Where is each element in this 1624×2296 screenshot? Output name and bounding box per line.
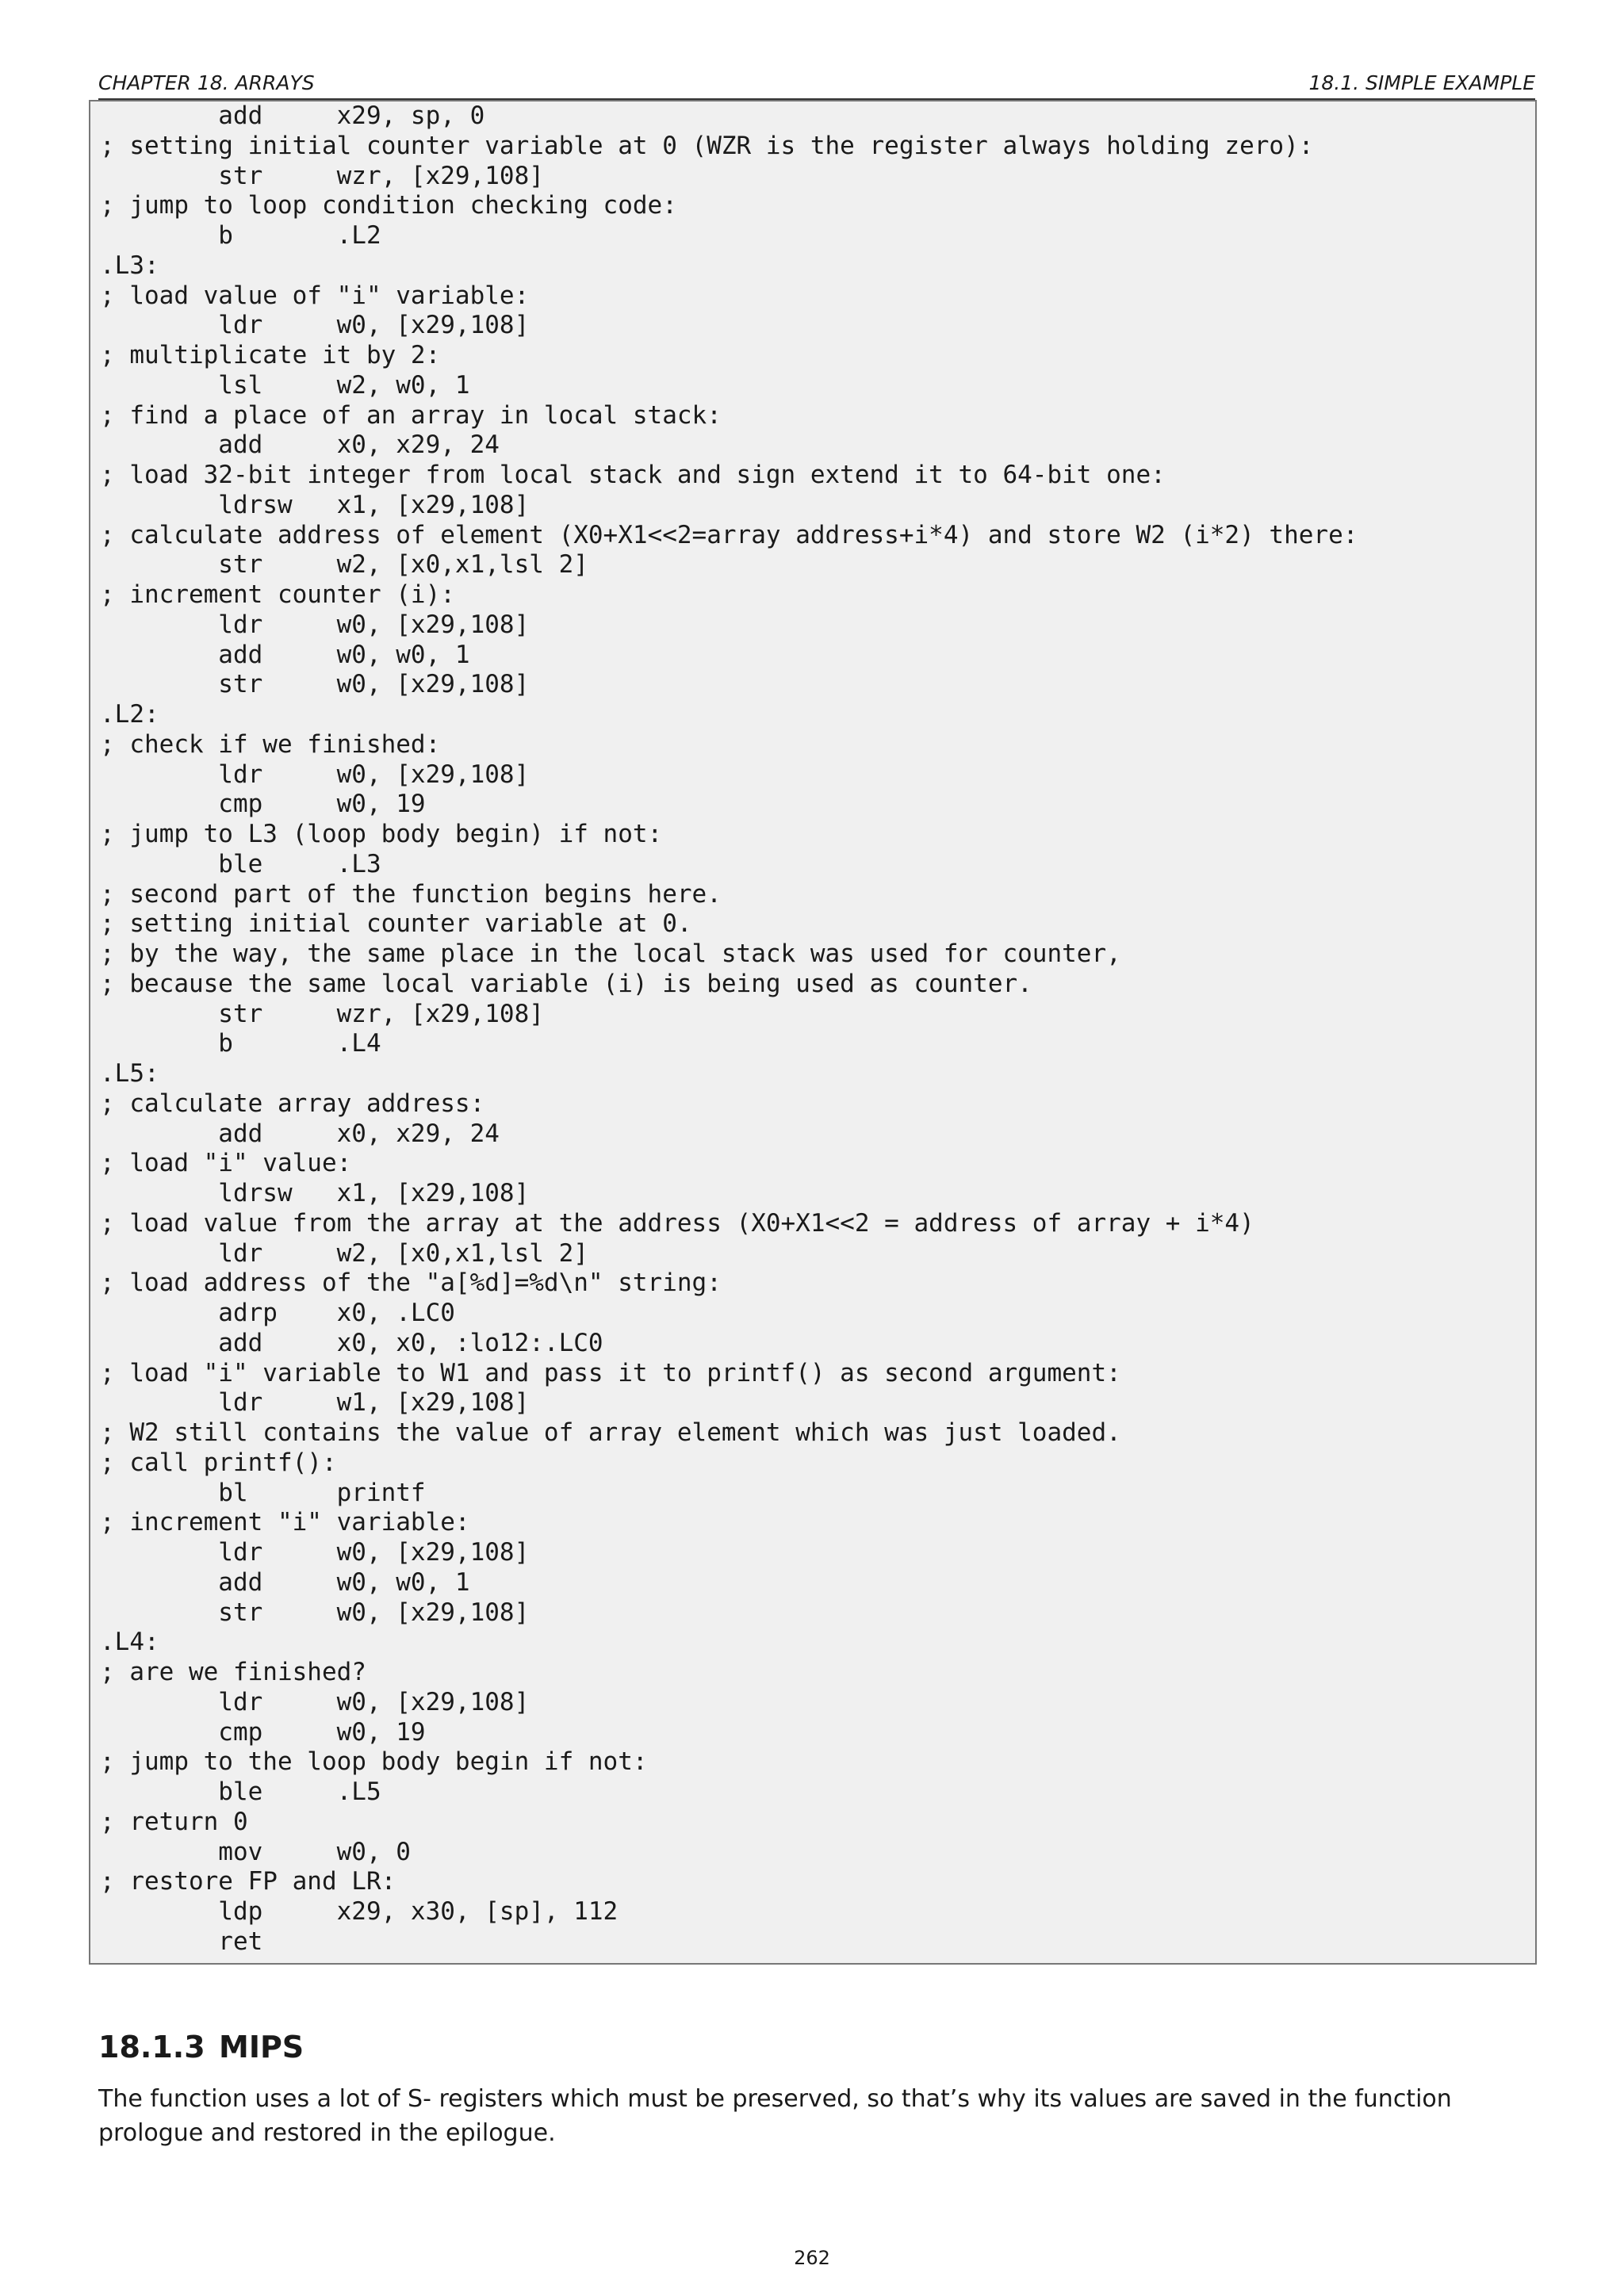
code-line: ; because the same local variable (i) is being used as counter.	[100, 969, 1032, 998]
code-line: add w0, w0, 1	[100, 640, 470, 669]
code-line: ; load 32-bit integer from local stack and sign extend it to 64-bit one:	[100, 461, 1166, 489]
code-line: ; load value of "i" variable:	[100, 281, 530, 310]
code-line: ; load value from the array at the address (X0+X1<<2 = address of array + i*4)	[100, 1208, 1254, 1238]
code-line: b .L4	[100, 1029, 381, 1058]
code-line: ble .L3	[100, 849, 381, 878]
code-line: ; multiplicate it by 2:	[100, 341, 441, 369]
code-line: ; by the way, the same place in the local stack was used for counter,	[100, 939, 1121, 968]
code-line: ; load "i" value:	[100, 1149, 352, 1178]
code-line: str wzr, [x29,108]	[100, 999, 544, 1028]
code-line: bl printf	[100, 1478, 426, 1507]
code-line: ldr w0, [x29,108]	[100, 311, 530, 340]
code-line: ldr w0, [x29,108]	[100, 1538, 530, 1567]
code-line: ; setting initial counter variable at 0.	[100, 909, 692, 939]
code-line: .L4:	[100, 1628, 159, 1657]
code-line: lsl w2, w0, 1	[100, 370, 470, 400]
code-line: ldrsw x1, [x29,108]	[100, 490, 530, 519]
code-line: ret	[100, 1927, 263, 1956]
code-line: ; calculate array address:	[100, 1089, 485, 1118]
code-line: str w0, [x29,108]	[100, 1598, 530, 1627]
code-line: ; calculate address of element (X0+X1<<2=array address+i*4) and store W2 (i*2) there:	[100, 520, 1358, 549]
code-line: ldr w0, [x29,108]	[100, 610, 530, 639]
code-line: .L5:	[100, 1059, 159, 1088]
code-line: b .L2	[100, 221, 381, 250]
section-number: 18.1.3	[98, 2030, 205, 2064]
code-line: .L2:	[100, 700, 159, 729]
code-line: ; second part of the function begins here.	[100, 879, 722, 909]
code-line: ; call printf():	[100, 1448, 337, 1477]
code-line: add x29, sp, 0	[100, 101, 485, 130]
code-line: ; increment counter (i):	[100, 580, 455, 609]
code-line: ; find a place of an array in local stack:	[100, 400, 722, 430]
code-line: ; setting initial counter variable at 0 (WZR is the register always holding zero):	[100, 131, 1314, 160]
code-line: ldr w0, [x29,108]	[100, 760, 530, 789]
page-number: 262	[794, 2247, 830, 2269]
code-line: ; check if we finished:	[100, 729, 441, 759]
code-line: ; jump to loop condition checking code:	[100, 191, 677, 220]
section-heading	[98, 2030, 304, 2064]
code-line: ; jump to the loop body begin if not:	[100, 1747, 648, 1777]
code-line: ldr w1, [x29,108]	[100, 1388, 530, 1418]
code-line: adrp x0, .LC0	[100, 1299, 455, 1327]
code-line: ldr w0, [x29,108]	[100, 1687, 530, 1716]
code-line: cmp w0, 19	[100, 790, 426, 819]
section-running-title: 18.1. SIMPLE EXAMPLE	[1308, 71, 1535, 94]
code-line: ble .L5	[100, 1777, 381, 1806]
page-header	[98, 68, 1535, 100]
code-line: add x0, x29, 24	[100, 430, 500, 460]
body-paragraph: The function uses a lot of S- registers which must be preserved, so that’s why its values are saved in the function prologue and restored in the epilogue.	[98, 2085, 1452, 2147]
code-listing	[89, 100, 1537, 1965]
code-line: str wzr, [x29,108]	[100, 161, 544, 190]
code-line: ; load "i" variable to W1 and pass it to printf() as second argument:	[100, 1358, 1121, 1387]
code-line: .L3:	[100, 251, 159, 280]
code-line: ldp x29, x30, [sp], 112	[100, 1897, 619, 1926]
code-line: ldrsw x1, [x29,108]	[100, 1179, 530, 1207]
code-line: ; restore FP and LR:	[100, 1867, 396, 1896]
code-line: ldr w2, [x0,x1,lsl 2]	[100, 1238, 588, 1268]
code-line: ; are we finished?	[100, 1658, 366, 1686]
chapter-title: CHAPTER 18. ARRAYS	[98, 71, 315, 94]
code-line: add x0, x0, :lo12:.LC0	[100, 1328, 603, 1357]
section-title: MIPS	[219, 2030, 304, 2064]
code-line: mov w0, 0	[100, 1837, 411, 1866]
code-line: str w2, [x0,x1,lsl 2]	[100, 550, 588, 580]
code-text	[100, 101, 1358, 1957]
code-line: add w0, w0, 1	[100, 1567, 470, 1597]
code-line: ; return 0	[100, 1807, 248, 1836]
code-line: cmp w0, 19	[100, 1717, 426, 1747]
code-line: ; increment "i" variable:	[100, 1508, 470, 1537]
code-line: add x0, x29, 24	[100, 1119, 500, 1148]
code-line: ; load address of the "a[%d]=%d\n" string:	[100, 1269, 722, 1298]
code-line: str w0, [x29,108]	[100, 670, 530, 699]
code-line: ; jump to L3 (loop body begin) if not:	[100, 820, 663, 848]
code-line: ; W2 still contains the value of array element which was just loaded.	[100, 1418, 1121, 1447]
